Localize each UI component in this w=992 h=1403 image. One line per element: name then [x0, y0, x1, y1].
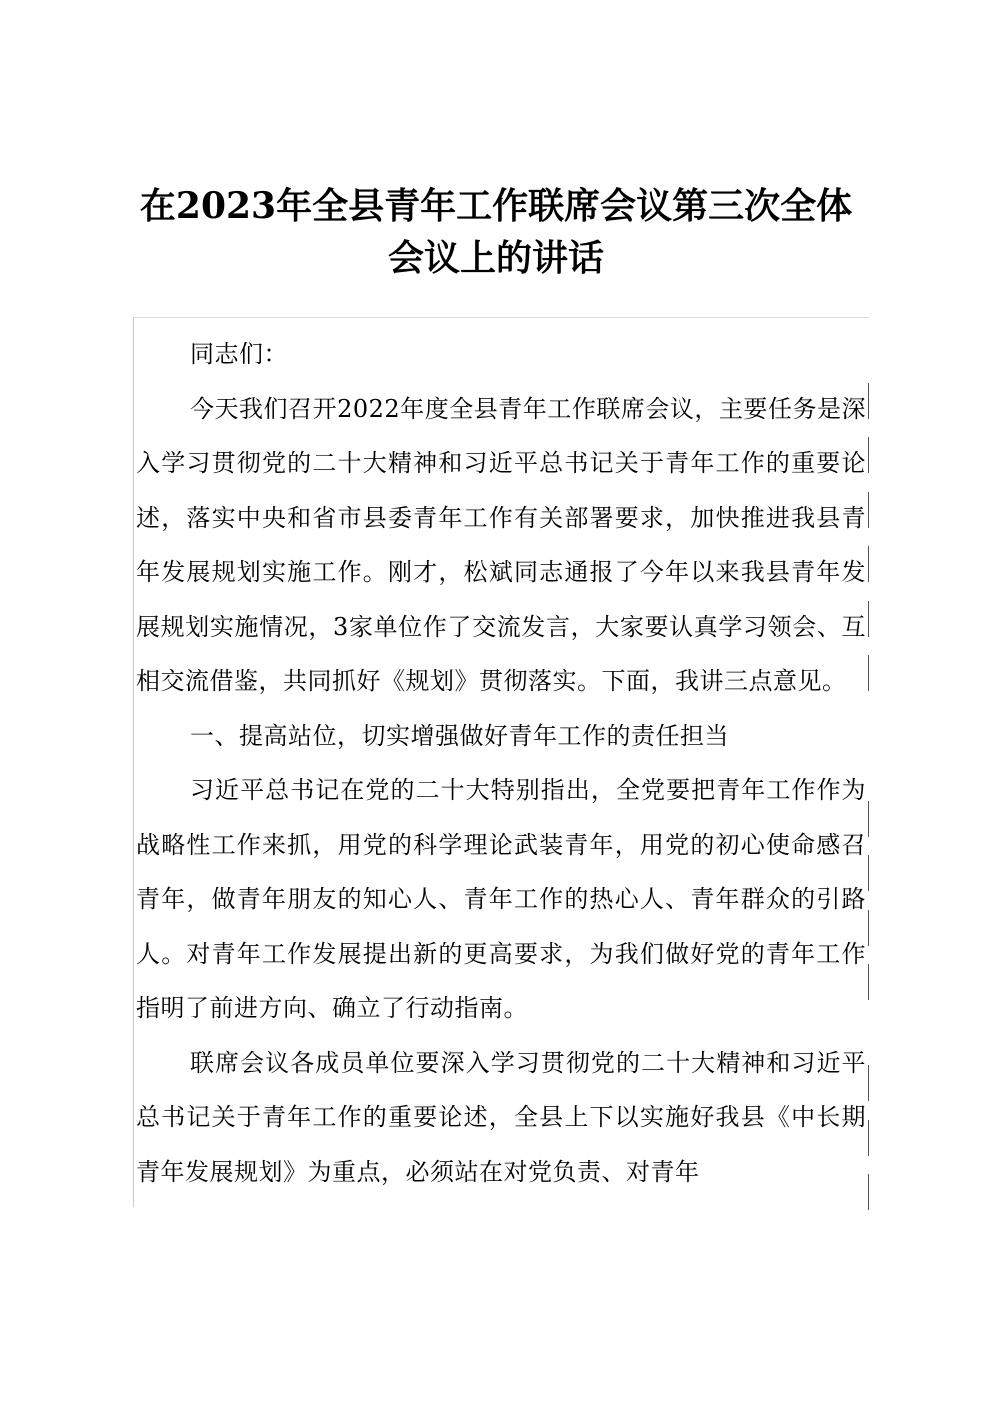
- document-title: [120, 180, 872, 284]
- line-end-mark: [868, 655, 869, 691]
- paragraph: 习近平总书记在党的二十大特别指出，全党要把青年工作作为战略性工作来抓，用党的科学理论武装青年，用党的初心使命感召青年，做青年朋友的知心人、青年工作的热心人、青年群众的引路人。对青年工作发展提出新的更高要求，为我们做好党的青年工作指明了前进方向、确立了行动指南。: [136, 776, 866, 1022]
- line-end-mark: [868, 855, 869, 891]
- line-end-mark: [868, 1065, 869, 1101]
- line-end-mark: [868, 437, 869, 473]
- line-end-mark: [868, 601, 869, 637]
- right-margin-marks: [868, 0, 870, 1403]
- line-end-mark: [868, 910, 869, 946]
- paragraph: 今天我们召开2022年度全县青年工作联席会议，主要任务是深入学习贯彻党的二十大精神和习近平总书记关于青年工作的重要论述，落实中央和省市县委青年工作有关部署要求，加快推进我县青年发展规划实施工作。刚才，松斌同志通报了今年以来我县青年发展规划实施情况，3家单位作了交流发言，大家要认真学习领会、互相交流借鉴，共同抓好《规划》贯彻落实。下面，我讲三点意见。: [136, 394, 866, 695]
- line-end-mark: [868, 546, 869, 582]
- line-end-mark: [868, 492, 869, 528]
- line-end-mark: [868, 1120, 869, 1156]
- title-line-1: 在2023年全县青年工作联席会议第三次全体: [139, 185, 853, 227]
- line-end-mark: [868, 383, 869, 419]
- body-text: [136, 327, 866, 1199]
- line-end-mark: [868, 1174, 869, 1210]
- paragraph: 联席会议各成员单位要深入学习贯彻党的二十大精神和习近平总书记关于青年工作的重要论述，全县上下以实施好我县《中长期青年发展规划》为重点，必须站在对党负责、对青年: [136, 1048, 866, 1186]
- line-end-mark: [868, 964, 869, 1000]
- salutation: 同志们：: [190, 340, 288, 368]
- section-heading: 一、提高站位，切实增强做好青年工作的责任担当: [190, 721, 729, 750]
- title-line-2: 会议上的讲话: [387, 237, 604, 279]
- line-end-mark: [868, 801, 869, 837]
